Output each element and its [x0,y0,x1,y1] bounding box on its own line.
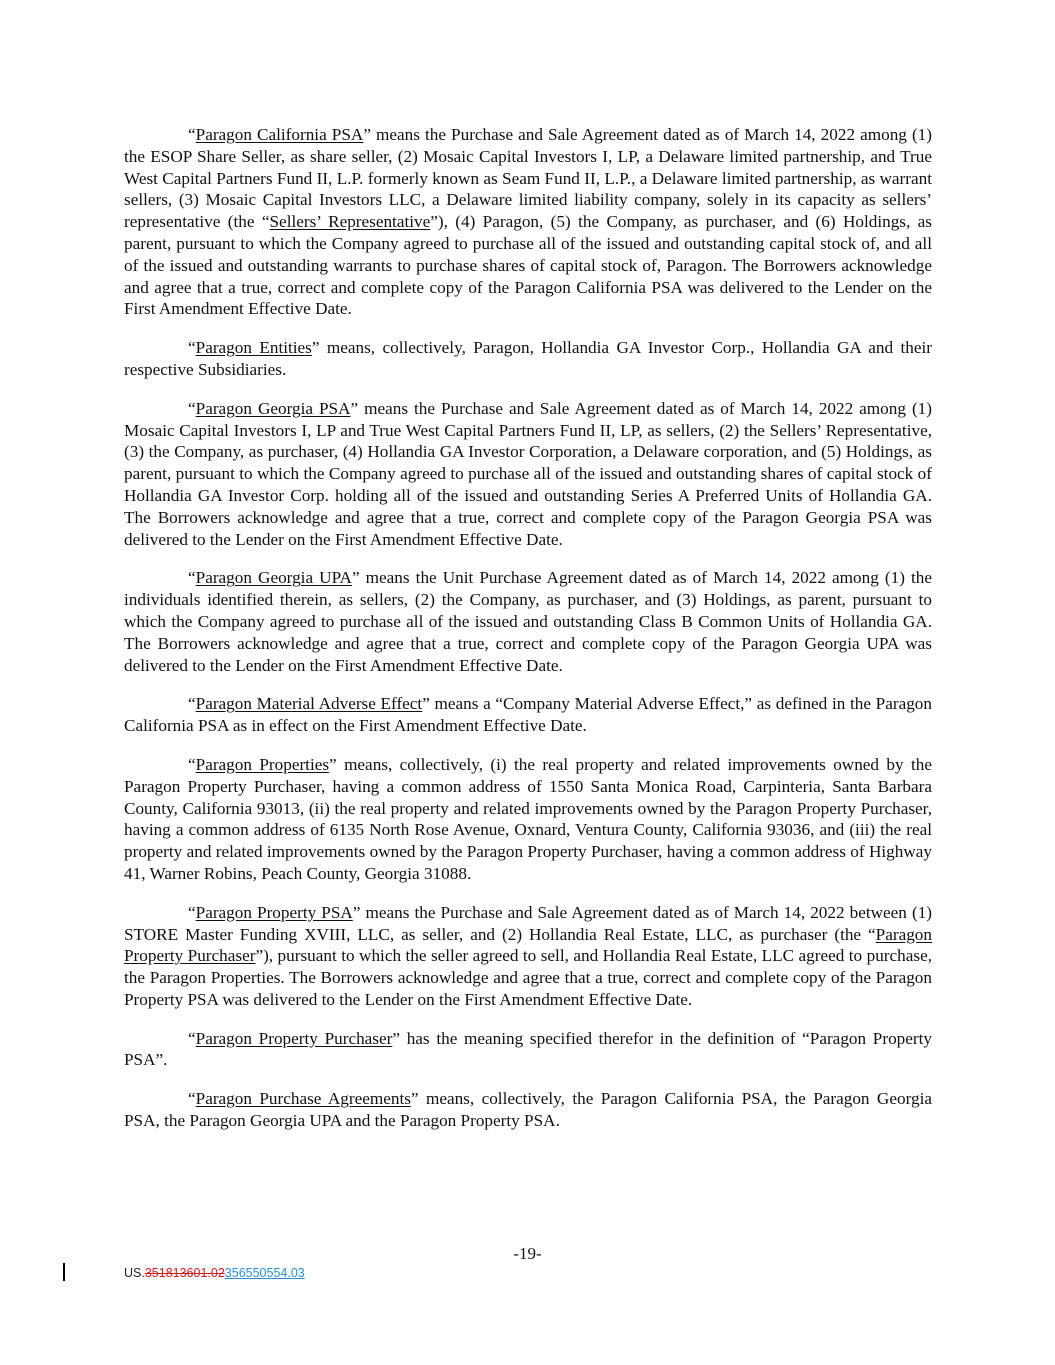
defined-term: Paragon Entities [195,338,312,358]
open-quote: “ [188,125,196,144]
definition-paragon-georgia-upa [124,567,932,676]
definition-paragon-georgia-psa [124,398,932,551]
definition-text: ” means, collectively, (i) the real property and related improvements owned by the Paragon Property Purchaser, having a common address of 1550 Santa Monica Road, Carpinteria, Santa Barbara County, California 93013, (ii) the real property and related improvements owned by the Paragon Property Purchaser, having a common address of 6135 North Rose Avenue, Oxnard, Ventura County, California 93036, and (iii) the real property and related improvements owned by the Paragon Property Purchaser, having a common address of Highway 41, Warner Robins, Peach County, Georgia 31088. [124,754,932,883]
defined-term: Paragon Property Purchaser [195,1028,393,1048]
defined-term: Paragon California PSA [195,125,364,144]
defined-term: Paragon Property PSA [195,902,353,922]
definition-text: ” means a “Company Material Adverse Effect,” as defined in the Paragon California PSA as in effect on the First Amendment Effective Date. [124,694,932,736]
defined-term: Paragon Property Purchaser [124,924,932,966]
doc-id-prefix: US. [124,1266,145,1280]
definition-text: ” means, collectively, Paragon, Hollandia GA Investor Corp., Hollandia GA and their respective Subsidiaries. [124,338,932,379]
definition-paragon-purchase-agreements [124,1088,932,1132]
definition-text: ” means, collectively, the Paragon California PSA, the Paragon Georgia PSA, the Paragon Georgia UPA and the Paragon Property PSA. [124,1089,932,1131]
definition-paragon-material-adverse-effect [124,693,932,737]
definition-text: ” means the Purchase and Sale Agreement dated as of March 14, 2022 between (1) STORE Master Funding XVIII, LLC, as seller, and (2) Hollandia Real Estate, LLC, as purchaser (the “ [124,902,933,944]
definition-paragon-property-purchaser [124,1028,932,1072]
defined-term: Paragon Material Adverse Effect [195,694,423,714]
open-quote: “ [188,1089,196,1109]
defined-term: Paragon Georgia PSA [195,398,351,418]
defined-term: Sellers’ Representative [269,212,431,232]
definition-text: ” has the meaning specified therefor in the definition of “Paragon Property PSA”. [124,1028,932,1070]
open-quote: “ [188,568,196,588]
definition-text: ” means the Purchase and Sale Agreement dated as of March 14, 2022 among (1) Mosaic Capital Investors I, LP and True West Capital Partners Fund II, LP, as sellers, (2) the Sellers’ Representative, (3) the Company, as purchaser, (4) Hollandia GA Investor Corporation, a Delaware corporation, and (5) Holdings, as parent, pursuant to which the Company agreed to purchase all of the issued and outstanding shares of capital stock of Hollandia GA Investor Corp. holding all of the issued and outstanding Series A Preferred Units of Hollandia GA. The Borrowers acknowledge and agree that a true, correct and complete copy of the Paragon Georgia PSA was delivered to the Lender on the First Amendment Effective Date. [124,398,932,549]
definition-paragon-entities [124,337,932,381]
page-number: -19- [513,1244,542,1263]
open-quote: “ [188,338,196,358]
open-quote: “ [188,398,196,418]
change-bar [63,1263,65,1281]
definition-paragon-property-psa [124,902,932,1011]
open-quote: “ [188,1028,196,1048]
definition-paragon-california-psa [124,124,932,320]
definition-paragon-properties [124,754,932,885]
definition-text: ” means the Unit Purchase Agreement dated as of March 14, 2022 among (1) the individuals identified therein, as sellers, (2) the Company, as purchaser, and (3) Holdings, as parent, pursuant to which the Company agreed to purchase all of the issued and outstanding Class B Common Units of Hollandia GA. The Borrowers acknowledge and agree that a true, correct and complete copy of the Paragon Georgia UPA was delivered to the Lender on the First Amendment Effective Date. [124,568,932,675]
document-body [124,124,932,1149]
doc-id-deleted: 351813601.02 [144,1266,225,1280]
defined-term: Paragon Georgia UPA [195,568,352,588]
open-quote: “ [188,694,196,714]
definition-text: ”), (4) Paragon, (5) the Company, as purchaser, and (6) Holdings, as parent, pursuant to which the Company agreed to purchase all of the issued and outstanding capital stock of, and all of the issued and outstanding warrants to purchase shares of capital stock of, Paragon. The Borrowers acknowledge and agree that a true, correct and complete copy of the Paragon California PSA was delivered to the Lender on the First Amendment Effective Date. [124,212,932,319]
defined-term: Paragon Properties [195,754,330,774]
open-quote: “ [188,754,196,774]
defined-term: Paragon Purchase Agreements [195,1089,411,1109]
open-quote: “ [188,902,196,922]
doc-id-inserted: 356550554.03 [224,1266,305,1280]
definition-text: ”), pursuant to which the seller agreed to sell, and Hollandia Real Estate, LLC agreed to purchase, the Paragon Properties. The Borrowers acknowledge and agree that a true, correct and complete copy of the Paragon Property PSA was delivered to the Lender on the First Amendment Effective Date. [124,946,932,1009]
definition-text: ” means the Purchase and Sale Agreement dated as of March 14, 2022 among (1) the ESOP Share Seller, as share seller, (2) Mosaic Capital Investors I, LP, a Delaware limited partnership, and True West Capital Partners Fund II, L.P. formerly known as Seam Fund II, L.P., a Delaware limited partnership, as warrant sellers, (3) Mosaic Capital Investors LLC, a Delaware limited liability company, solely in its capacity as sellers’ representative (the “ [124,125,932,232]
document-id-footer [124,1266,305,1280]
